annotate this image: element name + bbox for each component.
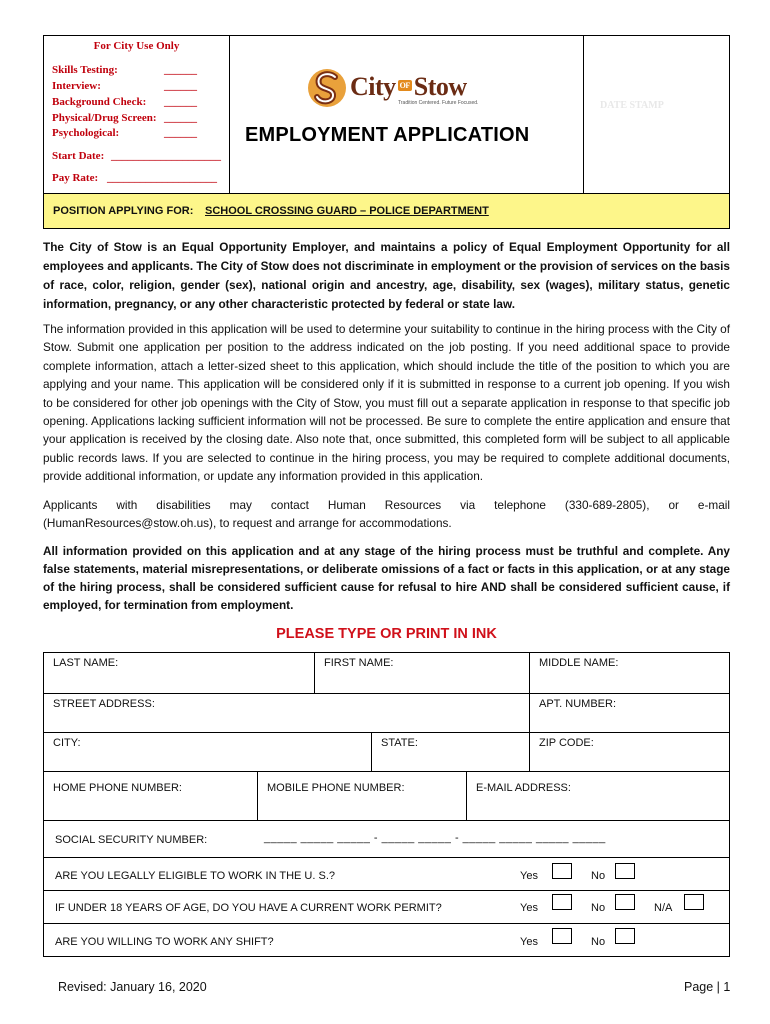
shift-no-checkbox[interactable] <box>615 928 635 944</box>
permit-yes-label: Yes <box>520 902 538 914</box>
background-check-label: Background Check: <box>52 96 147 108</box>
revised-date: Revised: January 16, 2020 <box>58 980 207 994</box>
date-stamp-divider <box>583 35 584 194</box>
first-name-field[interactable] <box>314 652 530 694</box>
logo-wordmark <box>350 72 467 102</box>
interview-line[interactable]: ______ <box>164 80 197 92</box>
apt-number-field[interactable] <box>529 693 730 733</box>
disabilities-paragraph: Applicants with disabilities may contact Human Resources via telephone (330-689-2805), or e-mail (HumanResources@stow.oh.us), to request and arrange for accommodations. <box>43 498 730 530</box>
interview-label: Interview: <box>52 80 101 92</box>
street-address-label: STREET ADDRESS: <box>53 698 155 710</box>
logo-tagline: Tradition Centered. Future Focused. <box>398 100 479 106</box>
physical-drug-label: Physical/Drug Screen: <box>52 112 157 124</box>
mobile-phone-field[interactable] <box>257 771 467 821</box>
zip-code-field[interactable] <box>529 732 730 772</box>
page-number: Page | 1 <box>684 980 731 994</box>
city-field[interactable] <box>43 732 372 772</box>
position-label: POSITION APPLYING FOR: <box>53 205 194 217</box>
psychological-label: Psychological: <box>52 127 120 139</box>
permit-no-checkbox[interactable] <box>615 894 635 910</box>
permit-na-label: N/A <box>654 902 673 914</box>
eligible-question: ARE YOU LEGALLY ELIGIBLE TO WORK IN THE U. S.? <box>55 870 335 882</box>
last-name-field[interactable] <box>43 652 315 694</box>
apt-number-label: APT. NUMBER: <box>539 698 617 710</box>
shift-yes-checkbox[interactable] <box>552 928 572 944</box>
home-phone-field[interactable] <box>43 771 258 821</box>
eligible-no-label: No <box>591 870 606 882</box>
print-notice: PLEASE TYPE OR PRINT IN INK <box>276 626 497 642</box>
mobile-phone-label: MOBILE PHONE NUMBER: <box>267 782 405 794</box>
permit-no-label: No <box>591 902 606 914</box>
truthful-statement: All information provided on this application and at any stage of the hiring process must be truthful and complete. Any false statements, material misrepresentations, or deliberate omissions of a fact or facts in this application, or at any stage of the hiring process, shall be considered sufficient cause for refusal to hire AND shall be considered sufficient cause, if employed, for termination from employment. <box>43 544 730 612</box>
permit-na-checkbox[interactable] <box>684 894 704 910</box>
background-check-line[interactable]: ______ <box>164 96 197 108</box>
info-paragraph: The information provided in this application will be used to determine your suitability to continue in the hiring process with the City of Stow. Submit one application per position to the address indicated on the job posting. If you need additional space to provide complete information, attach a letter-sized sheet to this application, which should include the title of the position to which you are applying and your name. This application will be considered only if it is submitted in response to a current job opening. If you wish to be considered for other job openings with the City of Stow, you must fill out a separate application in response to that specific job opening. Applications lacking sufficient information will not be processed. Be sure to complete the entire application and ensure that your application is received by the closing date. Also note that, once submitted, this completed form will be subject to all applicable public records laws. If you are selected to continue in the hiring process, you may be required to complete additional documents, provide additional information, or update any information provided in this application. <box>43 322 730 484</box>
eligible-yes-label: Yes <box>520 870 538 882</box>
shift-no-label: No <box>591 936 606 948</box>
start-date-line[interactable]: ____________________ <box>111 150 221 162</box>
permit-question: IF UNDER 18 YEARS OF AGE, DO YOU HAVE A CURRENT WORK PERMIT? <box>55 902 442 914</box>
start-date-label: Start Date: <box>52 150 105 162</box>
logo-stow: Stow <box>413 72 467 101</box>
permit-yes-checkbox[interactable] <box>552 894 572 910</box>
eligible-no-checkbox[interactable] <box>615 863 635 879</box>
date-stamp-label: DATE STAMP <box>600 100 664 111</box>
middle-name-field[interactable] <box>529 652 730 694</box>
ssn-label: SOCIAL SECURITY NUMBER: <box>55 834 208 846</box>
email-label: E-MAIL ADDRESS: <box>476 782 571 794</box>
street-address-field[interactable] <box>43 693 530 733</box>
email-field[interactable] <box>466 771 730 821</box>
home-phone-label: HOME PHONE NUMBER: <box>53 782 182 794</box>
shift-question: ARE YOU WILLING TO WORK ANY SHIFT? <box>55 936 274 948</box>
eligible-yes-checkbox[interactable] <box>552 863 572 879</box>
pay-rate-label: Pay Rate: <box>52 172 99 184</box>
first-name-label: FIRST NAME: <box>324 657 394 669</box>
zip-code-label: ZIP CODE: <box>539 737 594 749</box>
pay-rate-line[interactable]: ____________________ <box>107 172 217 184</box>
last-name-label: LAST NAME: <box>53 657 119 669</box>
state-label: STATE: <box>381 737 418 749</box>
shift-yes-label: Yes <box>520 936 538 948</box>
state-field[interactable] <box>371 732 530 772</box>
physical-drug-line[interactable]: ______ <box>164 112 197 124</box>
position-value[interactable]: SCHOOL CROSSING GUARD – POLICE DEPARTMENT <box>205 205 489 217</box>
skills-testing-label: Skills Testing: <box>52 64 118 76</box>
logo-of: OF <box>399 80 410 90</box>
page-title: EMPLOYMENT APPLICATION <box>245 124 530 146</box>
city-use-title: For City Use Only <box>93 40 180 52</box>
psychological-line[interactable]: ______ <box>164 127 197 139</box>
ssn-row <box>43 820 730 858</box>
city-label: CITY: <box>53 737 81 749</box>
city-of-stow-logo-icon <box>306 66 348 110</box>
middle-name-label: MIDDLE NAME: <box>539 657 619 669</box>
eeo-statement: The City of Stow is an Equal Opportunity Employer, and maintains a policy of Equal Employment Opportunity for all employees and applicants. The City of Stow does not discriminate in employment or the provision of services on the basis of race, color, religion, gender (sex), national origin and ancestry, age, disability, sex (wages), military status, genetic information, pregnancy, or any other characteristic protected by federal or state law. <box>43 240 730 311</box>
logo-city: City <box>350 72 396 101</box>
ssn-input[interactable]: _____ _____ _____ - _____ _____ - _____ _____ _____ _____ <box>264 832 606 844</box>
skills-testing-line[interactable]: ______ <box>164 64 197 76</box>
